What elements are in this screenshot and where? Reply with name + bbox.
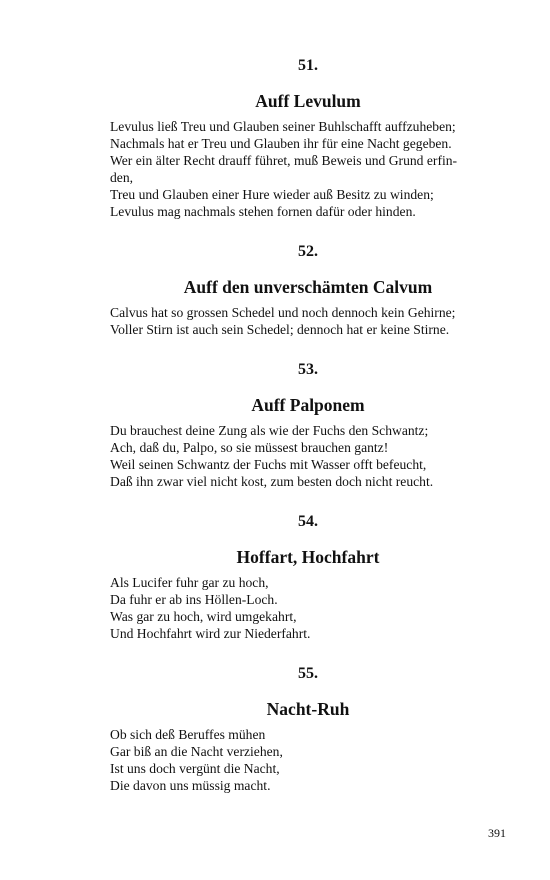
- verse-line: Gar biß an die Nacht verziehen,: [110, 744, 283, 759]
- poem-53: [110, 360, 506, 490]
- poem-52: [110, 242, 506, 338]
- poem-title: Hoffart, Hochfahrt: [236, 547, 380, 567]
- page-number: 391: [488, 826, 506, 840]
- poem-verse: [110, 304, 506, 338]
- poem-title: Nacht-Ruh: [266, 699, 350, 719]
- verse-line: Was gar zu hoch, wird umgekahrt,: [110, 609, 297, 624]
- verse-line: Die davon uns müssig macht.: [110, 778, 271, 793]
- poem-verse: [110, 422, 506, 490]
- section-spacer: [110, 220, 506, 242]
- section-spacer: [110, 338, 506, 360]
- page-content: [110, 56, 506, 794]
- verse-line: Ach, daß du, Palpo, so sie müssest brauchen gantz!: [110, 440, 389, 455]
- verse-line: Treu und Glauben einer Hure wieder auß Besitz zu winden;: [110, 187, 434, 202]
- verse-line: Levulus mag nachmals stehen fornen dafür oder hinden.: [110, 204, 416, 219]
- poem-number: 53.: [298, 361, 318, 378]
- poem-title: Auff Palponem: [251, 395, 365, 415]
- verse-line: Weil seinen Schwantz der Fuchs mit Wasser offt befeucht,: [110, 457, 427, 472]
- section-spacer: [110, 642, 506, 664]
- verse-line: Daß ihn zwar viel nicht kost, zum besten doch nicht reucht.: [110, 474, 434, 489]
- verse-line: den,: [110, 170, 134, 185]
- verse-line: Ist uns doch vergünt die Nacht,: [110, 761, 280, 776]
- verse-line: Ob sich deß Beruffes mühen: [110, 727, 266, 742]
- poem-verse: [110, 726, 506, 794]
- poem-54: [110, 512, 506, 642]
- verse-line: Levulus ließ Treu und Glauben seiner Buhlschafft auffzuheben;: [110, 119, 456, 134]
- poem-title: Auff den unverschämten Calvum: [183, 277, 433, 297]
- verse-line: Calvus hat so grossen Schedel und noch dennoch kein Gehirne;: [110, 305, 456, 320]
- poem-number: 55.: [298, 665, 318, 682]
- poem-number: 51.: [298, 57, 318, 74]
- poem-number: 52.: [298, 243, 318, 260]
- verse-line: Und Hochfahrt wird zur Niederfahrt.: [110, 626, 311, 641]
- verse-line: Als Lucifer fuhr gar zu hoch,: [110, 575, 269, 590]
- verse-line: Voller Stirn ist auch sein Schedel; dennoch hat er keine Stirne.: [110, 322, 450, 337]
- verse-line: Nachmals hat er Treu und Glauben ihr für eine Nacht gegeben.: [110, 136, 452, 151]
- verse-line: Du brauchest deine Zung als wie der Fuchs den Schwantz;: [110, 423, 429, 438]
- poem-55: [110, 664, 506, 794]
- poem-51: [110, 56, 506, 220]
- poem-verse: [110, 118, 506, 220]
- poem-number: 54.: [298, 513, 318, 530]
- verse-line: Da fuhr er ab ins Höllen-Loch.: [110, 592, 278, 607]
- verse-line: Wer ein älter Recht drauff führet, muß Beweis und Grund erfin-: [110, 153, 458, 168]
- poem-verse: [110, 574, 506, 642]
- poem-title: Auff Levulum: [255, 91, 361, 111]
- section-spacer: [110, 490, 506, 512]
